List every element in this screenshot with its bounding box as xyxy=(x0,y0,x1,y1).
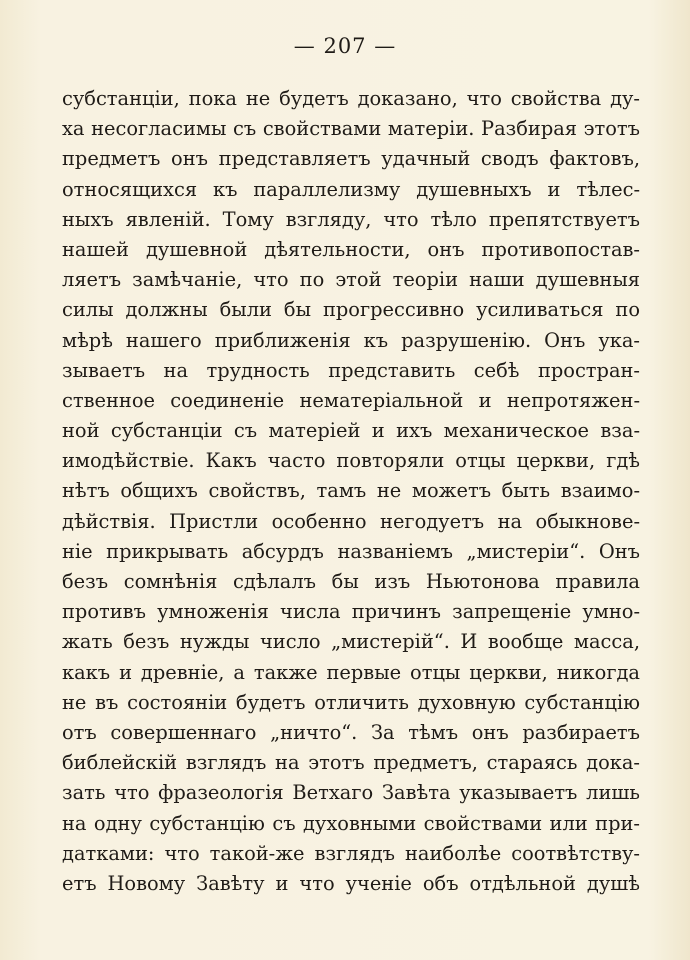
text-line: датками: что такой-же взглядъ наиболѣе соотвѣтству- xyxy=(62,841,640,865)
text-line: не въ состояніи будетъ отличить духовную субстанцію xyxy=(62,690,640,714)
page-number: — 207 — xyxy=(293,34,397,58)
text-line: мѣрѣ нашего приближенія къ разрушенію. Онъ ука- xyxy=(62,328,640,352)
text-line: зать что фразеологія Ветхаго Завѣта указываетъ лишь xyxy=(62,781,640,805)
text-line: ляетъ замѣчаніе, что по этой теоріи наши душевныя xyxy=(62,268,640,292)
text-line: противъ умноженія числа причинъ запрещеніе умно- xyxy=(62,600,640,624)
text-line: жать безъ нужды число „мистерій“. И вообще масса, xyxy=(62,630,640,654)
text-line: ной субстанціи съ матеріей и ихъ механическое вза- xyxy=(62,419,640,443)
text-line: нашей душевной дѣятельности, онъ противопостав- xyxy=(62,237,640,261)
text-line: имодѣйствіе. Какъ часто повторяли отцы церкви, гдѣ xyxy=(62,449,640,473)
text-line: ныхъ явленій. Тому взгляду, что тѣло препятствуетъ xyxy=(62,207,640,231)
body-text xyxy=(62,84,640,899)
text-line: силы должны были бы прогрессивно усиливаться по xyxy=(62,298,640,322)
text-line: етъ Новому Завѣту и что ученіе объ отдѣльной душѣ xyxy=(62,871,640,895)
text-line: предметъ онъ представляетъ удачный сводъ фактовъ, xyxy=(62,147,640,171)
text-line: библейскій взглядъ на этотъ предметъ, стараясь дока- xyxy=(62,751,640,775)
text-line: отъ совершеннаго „ничто“. За тѣмъ онъ разбираетъ xyxy=(62,720,640,744)
text-line: ственное соединеніе нематеріальной и непротяжен- xyxy=(62,388,640,412)
text-line: нѣтъ общихъ свойствъ, тамъ не можетъ быть взаимо- xyxy=(62,479,640,503)
text-line: ха несогласимы съ свойствами матеріи. Разбирая этотъ xyxy=(62,117,640,141)
text-line: субстанціи, пока не будетъ доказано, что свойства ду- xyxy=(62,87,640,110)
text-line: относящихся къ параллелизму душевныхъ и тѣлес- xyxy=(62,177,640,201)
text-line: зываетъ на трудность представить себѣ простран- xyxy=(62,358,640,382)
text-line: ніе прикрывать абсурдъ названіемъ „мистеріи“. Онъ xyxy=(62,539,640,563)
text-line: безъ сомнѣнія сдѣлалъ бы изъ Ньютонова правила xyxy=(62,570,640,593)
text-line: какъ и древніе, а также первые отцы церкви, никогда xyxy=(62,660,640,684)
text-line: дѣйствія. Пристли особенно негодуетъ на обыкнове- xyxy=(62,509,640,533)
text-line: на одну субстанцію съ духовными свойствами или при- xyxy=(62,811,640,835)
